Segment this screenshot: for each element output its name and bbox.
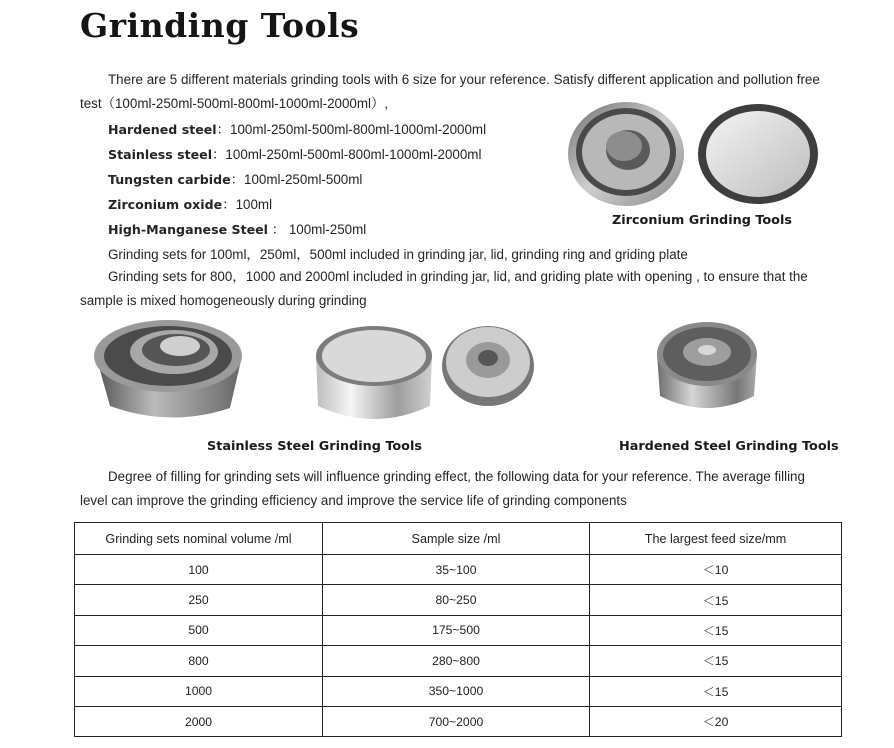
- spec-sep: ：: [216, 122, 231, 137]
- table-cell: 250: [75, 585, 323, 615]
- table-cell: 800: [75, 646, 323, 676]
- table-cell: ＜15: [590, 676, 842, 706]
- table-row: [75, 706, 842, 736]
- spec-name: Tungsten carbide: [108, 172, 231, 187]
- filling-table: [74, 522, 842, 737]
- spec-value: 100ml-250ml-500ml-800ml-1000ml-2000ml: [230, 122, 487, 137]
- table-cell: ＜15: [590, 615, 842, 645]
- page-title: Grinding Tools: [80, 6, 360, 45]
- stainless-jar-ring-image: [90, 316, 250, 426]
- table-cell: ＜10: [590, 555, 842, 585]
- sets-large-note: Grinding sets for 800，1000 and 2000ml included in grinding jar, lid, and griding plate with opening , to ensure that the sample is mixed homogeneously during grinding: [80, 269, 808, 308]
- spec-value: 100ml: [235, 197, 273, 212]
- spec-sep: ：: [230, 172, 245, 187]
- table-cell: 700~2000: [323, 706, 590, 736]
- spec-sep: ：: [268, 222, 289, 237]
- sets-small-note: Grinding sets for 100ml，250ml，500ml included in grinding jar, lid, grinding ring and griding plate: [108, 247, 688, 262]
- spec-name: High-Manganese Steel: [108, 222, 268, 237]
- table-header-row: [75, 523, 842, 555]
- table-cell: 2000: [75, 706, 323, 736]
- column-header: Grinding sets nominal volume /ml: [75, 523, 323, 555]
- spec-value: 100ml-250ml-500ml: [244, 172, 363, 187]
- zirconium-grinding-tools-image: [566, 94, 824, 212]
- spec-value: 100ml-250ml: [288, 222, 367, 237]
- table-row: [75, 676, 842, 706]
- spec-sep: ：: [212, 147, 226, 162]
- spec-name: Zirconium oxide: [108, 197, 223, 212]
- table-cell: 35~100: [323, 555, 590, 585]
- spec-value: 100ml-250ml-500ml-800ml-1000ml-2000ml: [225, 147, 482, 162]
- column-header: The largest feed size/mm: [590, 523, 842, 555]
- spec-name: Stainless steel: [108, 147, 213, 162]
- spec-zirconium-oxide: [108, 194, 272, 213]
- spec-sep: ：: [222, 197, 236, 212]
- table-cell: 80~250: [323, 585, 590, 615]
- table-row: [75, 585, 842, 615]
- table-cell: ＜15: [590, 585, 842, 615]
- table-cell: ＜20: [590, 706, 842, 736]
- table-cell: 350~1000: [323, 676, 590, 706]
- stainless-jar-lid-image: [312, 316, 538, 428]
- spec-tungsten-carbide: [108, 169, 362, 188]
- spec-name: Hardened steel: [108, 122, 217, 137]
- spec-stainless-steel: [108, 144, 481, 163]
- table-cell: 500: [75, 615, 323, 645]
- stainless-caption: Stainless Steel Grinding Tools: [207, 439, 422, 454]
- table-cell: 100: [75, 555, 323, 585]
- table-cell: 280~800: [323, 646, 590, 676]
- table-row: [75, 615, 842, 645]
- zirconium-caption: Zirconium Grinding Tools: [612, 213, 792, 228]
- column-header: Sample size /ml: [323, 523, 590, 555]
- table-cell: 1000: [75, 676, 323, 706]
- hardened-caption: Hardened Steel Grinding Tools: [619, 439, 839, 454]
- table-cell: ＜15: [590, 646, 842, 676]
- table-cell: 175~500: [323, 615, 590, 645]
- table-row: [75, 646, 842, 676]
- spec-hardened-steel: [108, 119, 486, 138]
- table-row: [75, 555, 842, 585]
- hardened-steel-jar-image: [654, 316, 760, 416]
- spec-high-manganese-steel: [108, 219, 366, 238]
- intro-paragraph: There are 5 different materials grinding tools with 6 size for your reference. Satisfy different application and pollution free test（100ml-250ml-500ml-800ml-1000ml-2000ml）,: [80, 72, 820, 111]
- filling-note: Degree of filling for grinding sets will influence grinding effect, the following data for your reference. The average filling level can improve the grinding efficiency and improve the service life of grinding components: [80, 469, 805, 508]
